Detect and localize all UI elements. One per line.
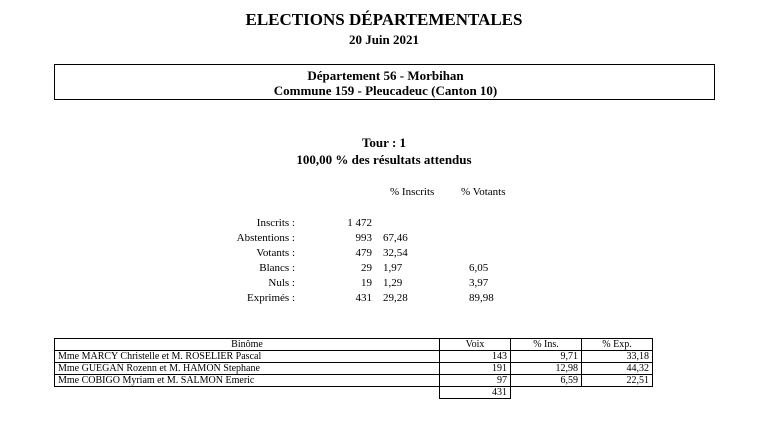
candidate-pct-ins: 9,71 [511, 351, 582, 363]
candidate-voix: 191 [440, 363, 511, 375]
stat-label: Blancs : [259, 262, 295, 274]
stat-pct-inscrits: 1,29 [383, 277, 403, 289]
candidate-name: Mme GUEGAN Rozenn et M. HAMON Stephane [55, 363, 440, 375]
candidate-voix: 143 [440, 351, 511, 363]
stat-value: 1 472 [347, 217, 372, 229]
stat-pct-inscrits: 67,46 [383, 232, 408, 244]
total-spacer [511, 387, 582, 399]
header-pct-ins: % Ins. [511, 339, 582, 351]
candidate-name: Mme COBIGO Myriam et M. SALMON Emeric [55, 375, 440, 387]
stat-pct-inscrits: 1,97 [383, 262, 403, 274]
commune-label: Commune 159 - Pleucadeuc (Canton 10) [273, 83, 498, 98]
table-row [55, 351, 653, 363]
stat-pct-inscrits: 32,54 [383, 247, 408, 259]
total-spacer [582, 387, 653, 399]
stat-value: 29 [361, 262, 372, 274]
stat-pct-votants: 6,05 [469, 262, 489, 274]
stat-value: 479 [355, 247, 372, 259]
stat-label: Abstentions : [236, 232, 295, 244]
stat-label: Votants : [256, 247, 295, 259]
results-percentage: 100,00 % des résultats attendus [296, 152, 472, 167]
results-header-row [55, 339, 653, 351]
election-date: 20 Juin 2021 [348, 32, 420, 47]
location-box [54, 64, 715, 100]
stat-pct-votants: 89,98 [469, 292, 494, 304]
round-label: Tour : 1 [361, 135, 407, 150]
stat-label: Inscrits : [256, 217, 295, 229]
stat-value: 19 [361, 277, 372, 289]
results-table [54, 338, 653, 399]
candidate-pct-exp: 44,32 [582, 363, 653, 375]
col-header-pct-inscrits: % Inscrits [390, 186, 435, 198]
document-title: ELECTIONS DÉPARTEMENTALES [245, 10, 523, 29]
candidate-voix: 97 [440, 375, 511, 387]
candidate-pct-exp: 33,18 [582, 351, 653, 363]
stat-value: 993 [355, 232, 372, 244]
departement-label: Département 56 - Morbihan [307, 68, 464, 83]
stat-label: Exprimés : [247, 292, 295, 304]
header-binome: Binôme [55, 339, 440, 351]
total-row [55, 387, 653, 399]
candidate-pct-ins: 6,59 [511, 375, 582, 387]
stat-pct-inscrits: 29,28 [383, 292, 408, 304]
stat-label: Nuls : [268, 277, 295, 289]
stat-value: 431 [355, 292, 372, 304]
candidate-pct-ins: 12,98 [511, 363, 582, 375]
candidate-pct-exp: 22,51 [582, 375, 653, 387]
candidate-name: Mme MARCY Christelle et M. ROSELIER Pascal [55, 351, 440, 363]
header-voix: Voix [440, 339, 511, 351]
stat-pct-votants: 3,97 [469, 277, 489, 289]
total-spacer [55, 387, 440, 399]
total-voix: 431 [440, 387, 511, 399]
table-row [55, 375, 653, 387]
col-header-pct-votants: % Votants [461, 186, 506, 198]
table-row [55, 363, 653, 375]
header-pct-exp: % Exp. [582, 339, 653, 351]
